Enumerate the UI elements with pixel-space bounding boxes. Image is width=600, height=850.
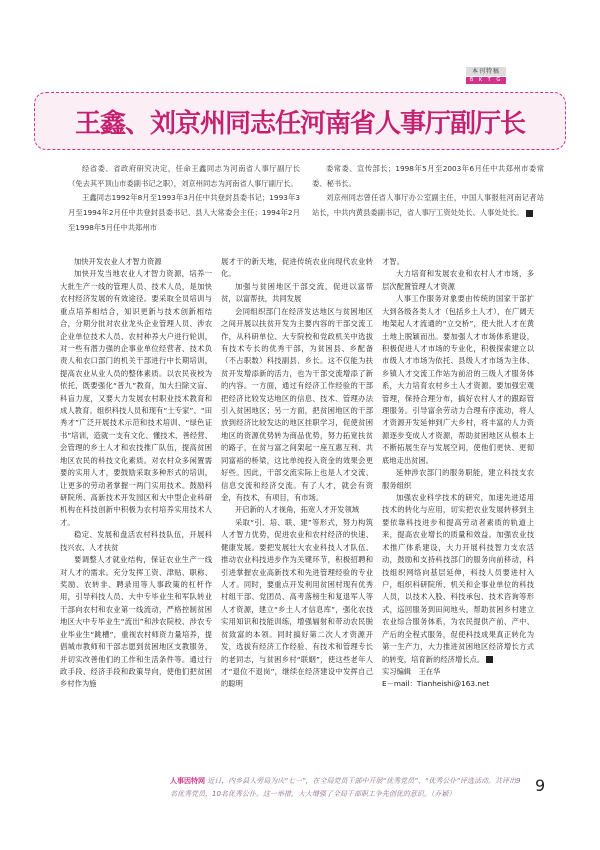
body-column-1 xyxy=(60,256,212,691)
body-paragraph: 会同组织部门在经济发达地区与贫困地区之间开展以扶贫开发为主要内容的干部交流工作，从科研单位、大专院校和党政机关中选拔有技术专长的优秀干部，为贫困县、乡配备（不占职数）科技副县、乡长。这不仅能为扶贫开发增添新的活力，也为干部交流增添了新的内容。一方面，通过有经济工作经验的干部把经济比较发达地区的信息、技术、管理办法引入贫困地区；另一方面，把贫困地区的干部放到经济比较发达的地区挂职学习，促使贫困地区的资源优势转为商品优势，努力拓宽扶贫的路子，在贫与富之间架起一座互惠互利、共同富裕的桥梁，这比单纯投入资金的效果会更好些。因此，干部交流实际上也是人才交流、信息交流和经济交流。有了人才，就会有资金，有技术，有项目，有市场。 xyxy=(221,306,373,503)
section-heading: 加快开发农业人才智力资源 xyxy=(74,257,162,266)
intro-right-column xyxy=(312,162,544,221)
body-paragraph: 加快开发当地农业人才智力资源，培养一大批生产一线的管理人员、技术人员，是加快农村经济发展的有效途径。要采取全员培训与重点培养相结合，知识更新与技术创新相结合，分期分批对农业龙头企业管理人员、涉农企业单位技术人员、农村种养大户进行轮训，对一些有潜力强的企事业单位经营者、技术负责人和农口部门的机关干部进行中长期培训，提高农业从业人员的整体素质。以农民夜校为依托，既要强化“普九”教育，加大扫除文盲、科盲力度，又要大力发展农村职业技术教育和成人教育。组织科技人员和现有“土专家”、“田秀才”广泛开展技术示范和技术培训、“绿色证书”培训，造就一支有文化、懂技术、善经营、会管理的乡土人才和农技推广队伍，提高贫困地区农民的科技文化素质。对农村众多闲置需要的实用人才，要鼓励采取多种形式的培训，让更多的劳动者掌握一两门实用技术。鼓励科研院所、高新技术开发园区和大中型企业科研机构在科技创新中积极为农村培养实用技术人才。 xyxy=(60,269,212,527)
intro-paragraph: 王鑫同志1992年8月至1993年3月任中共登封县委书记；1993年3月至1994年2月任中共登封县委书记、县人大常委会主任；1994年2月至1998年5月任中共郑州市 xyxy=(68,193,300,232)
body-column-3 xyxy=(382,256,534,691)
body-paragraph: 要调整人才就业结构，保证农业生产一线对人才的需求。充分发挥工资、津贴、职称、奖励、农转非、聘录用等人事政策的杠杆作用，引导科技人员、大中专毕业生和军队转业干部向农村和农业第一线流动，严格控制贫困地区大中专毕业生“流出”和涉农院校、涉农专业毕业生“跳槽”，重视农村师资力量培养，提倡城市教师和干部志愿到贫困地区支教服务，并切实改善他们的工作和生活条件等。通过行政手段、经济手段和政策导向，使他们把贫困乡村作为施 xyxy=(60,555,212,689)
editor-credit: 实习编辑 王在华 xyxy=(382,666,441,676)
section-tag-en: B K T G xyxy=(466,77,506,84)
body-paragraph: 人事工作服务对象要由传统的国家干部扩大到各级各类人才（包括乡土人才），在广阔天地架起人才流通的“立交桥”，使大批人才在黄土地上脱颖而出。要加强人才市场体系建设，积极促进人才市场的专业化，积极探索建立以市级人才市场为依托、县级人才市场为主体、乡镇人才交流工作站为前沿的三级人才服务体系，大力培育农村乡土人才资源。要加强宏观管理，保持合理分布，搞好农村人才的跟踪管理服务。引导富余劳动力合理有序流动，将人才资源开发延伸到广大乡村，将丰富的人力资源逐步变成人才资源，帮助贫困地区从根本上不断拓展生存与发展空间，使他们更快、更彻底地走出贫困。 xyxy=(382,294,534,465)
article-title: 王鑫、刘京州同志任河南省人事厅副厅长 xyxy=(74,108,525,139)
section-heading: 大力培育和发展农业和农村人才市场，多层次配置管理人才资源 xyxy=(382,269,534,291)
body-column-2 xyxy=(221,256,373,691)
footer-brand: 人事因特网 xyxy=(170,777,205,785)
intro-paragraph: 委常委、宣传部长；1998年5月至2003年6月任中共郑州市委常委、秘书长。 xyxy=(312,164,544,188)
intro-paragraph-text: 刘京州同志曾任省人事厅办公室副主任，中国人事报驻河南记者站站长，中共内黄县委副书记，省人事厅工资处处长、人事处处长。 xyxy=(312,193,544,218)
footer-text: 近日，内乡县人劳局为庆“七一”，在全局党员干部中开展“优秀党员”、“优秀公仆”评选活动。共评出9名优秀党员，10名优秀公仆。这一举措，大大增强了全局干部职工争先创优的意识。（乔颖） xyxy=(170,777,521,798)
body-paragraph: 采取“引、培、联、建”等形式，努力构筑人才智力优势，促进农业和农村经济的快速、健康发展。要把发展壮大农业科技人才队伍、推动农业科技进步作为关键环节，积极招聘和引进掌握农业高新技术和先进管理经验的专业人才。同时，要重点开发利用贫困村现有优秀村组干部、党团员、高考落榜生和复退军人等人才资源，建立“乡土人才信息库”，强化农技实用知识和技能训练，增强辐射和带动农民脱贫致富的本领。同时搞好第二次人才资源开发，选拔有经济工作经验、有技术和管理专长的老同志，与贫困乡村“联姻”，使这些老年人才“退位不退岗”，继续在经济建设中发挥自己的聪明 xyxy=(221,517,373,689)
end-square-icon xyxy=(486,656,493,663)
intro-paragraph xyxy=(312,191,544,220)
section-tag xyxy=(466,67,506,87)
intro-paragraph: 经省委、省政府研究决定，任命王鑫同志为河南省人事厅副厅长（免去其平顶山市委副书记之职），刘京州同志为河南省人事厅副厅长。 xyxy=(68,164,300,188)
body-paragraph: 展才干的新天地，促进传统农业向现代农业转化。 xyxy=(221,257,373,279)
section-tag-cn: 本刊特稿 xyxy=(466,67,506,76)
page-number: 9 xyxy=(535,776,546,795)
body-paragraph: 才智。 xyxy=(382,257,404,266)
section-heading: 开启新的人才视角，拓宽人才开发领域 xyxy=(235,505,360,515)
title-box xyxy=(34,92,566,150)
section-heading: 延伸涉农部门的服务职能，建立科技支农服务组织 xyxy=(382,468,534,490)
section-heading: 加强与贫困地区干部交流，促进以富帮贫，以富帮扶，共同发展 xyxy=(221,281,373,304)
editor-email: E－mail：Tianheishi@163.net xyxy=(382,679,490,689)
body-paragraph: 加强农业科学技术的研究，加速先进适用技术的转化与应用，切实把农业发展转移到主要依靠科技进步和提高劳动者素质的轨道上来，提高农业增长的质量和效益。加强农业技术推广体系建设，大力开展科技智力支农活动，鼓励和支持科技部门的服务向前移动，科技组织网络向基层延伸，科技人员要进村入户，组织科研院所、机关和企事业单位的科技人员，以技术入股、科技承包、技术咨询等形式，巡回服务到田间地头，帮助贫困乡村建立农业综合服务体系，为农民提供产前、产中、产后的全程式服务，促使科技成果真正转化为第一生产力，大力推进贫困地区经济增长方式的转变，培育新的经济增长点。 xyxy=(382,493,534,664)
intro-left-column xyxy=(68,162,300,236)
section-heading: 稳定、发展和盘活农村科技队伍，开展科技兴农、人才扶贫 xyxy=(60,530,212,552)
end-square-icon xyxy=(526,210,533,217)
footer-news xyxy=(170,775,525,800)
